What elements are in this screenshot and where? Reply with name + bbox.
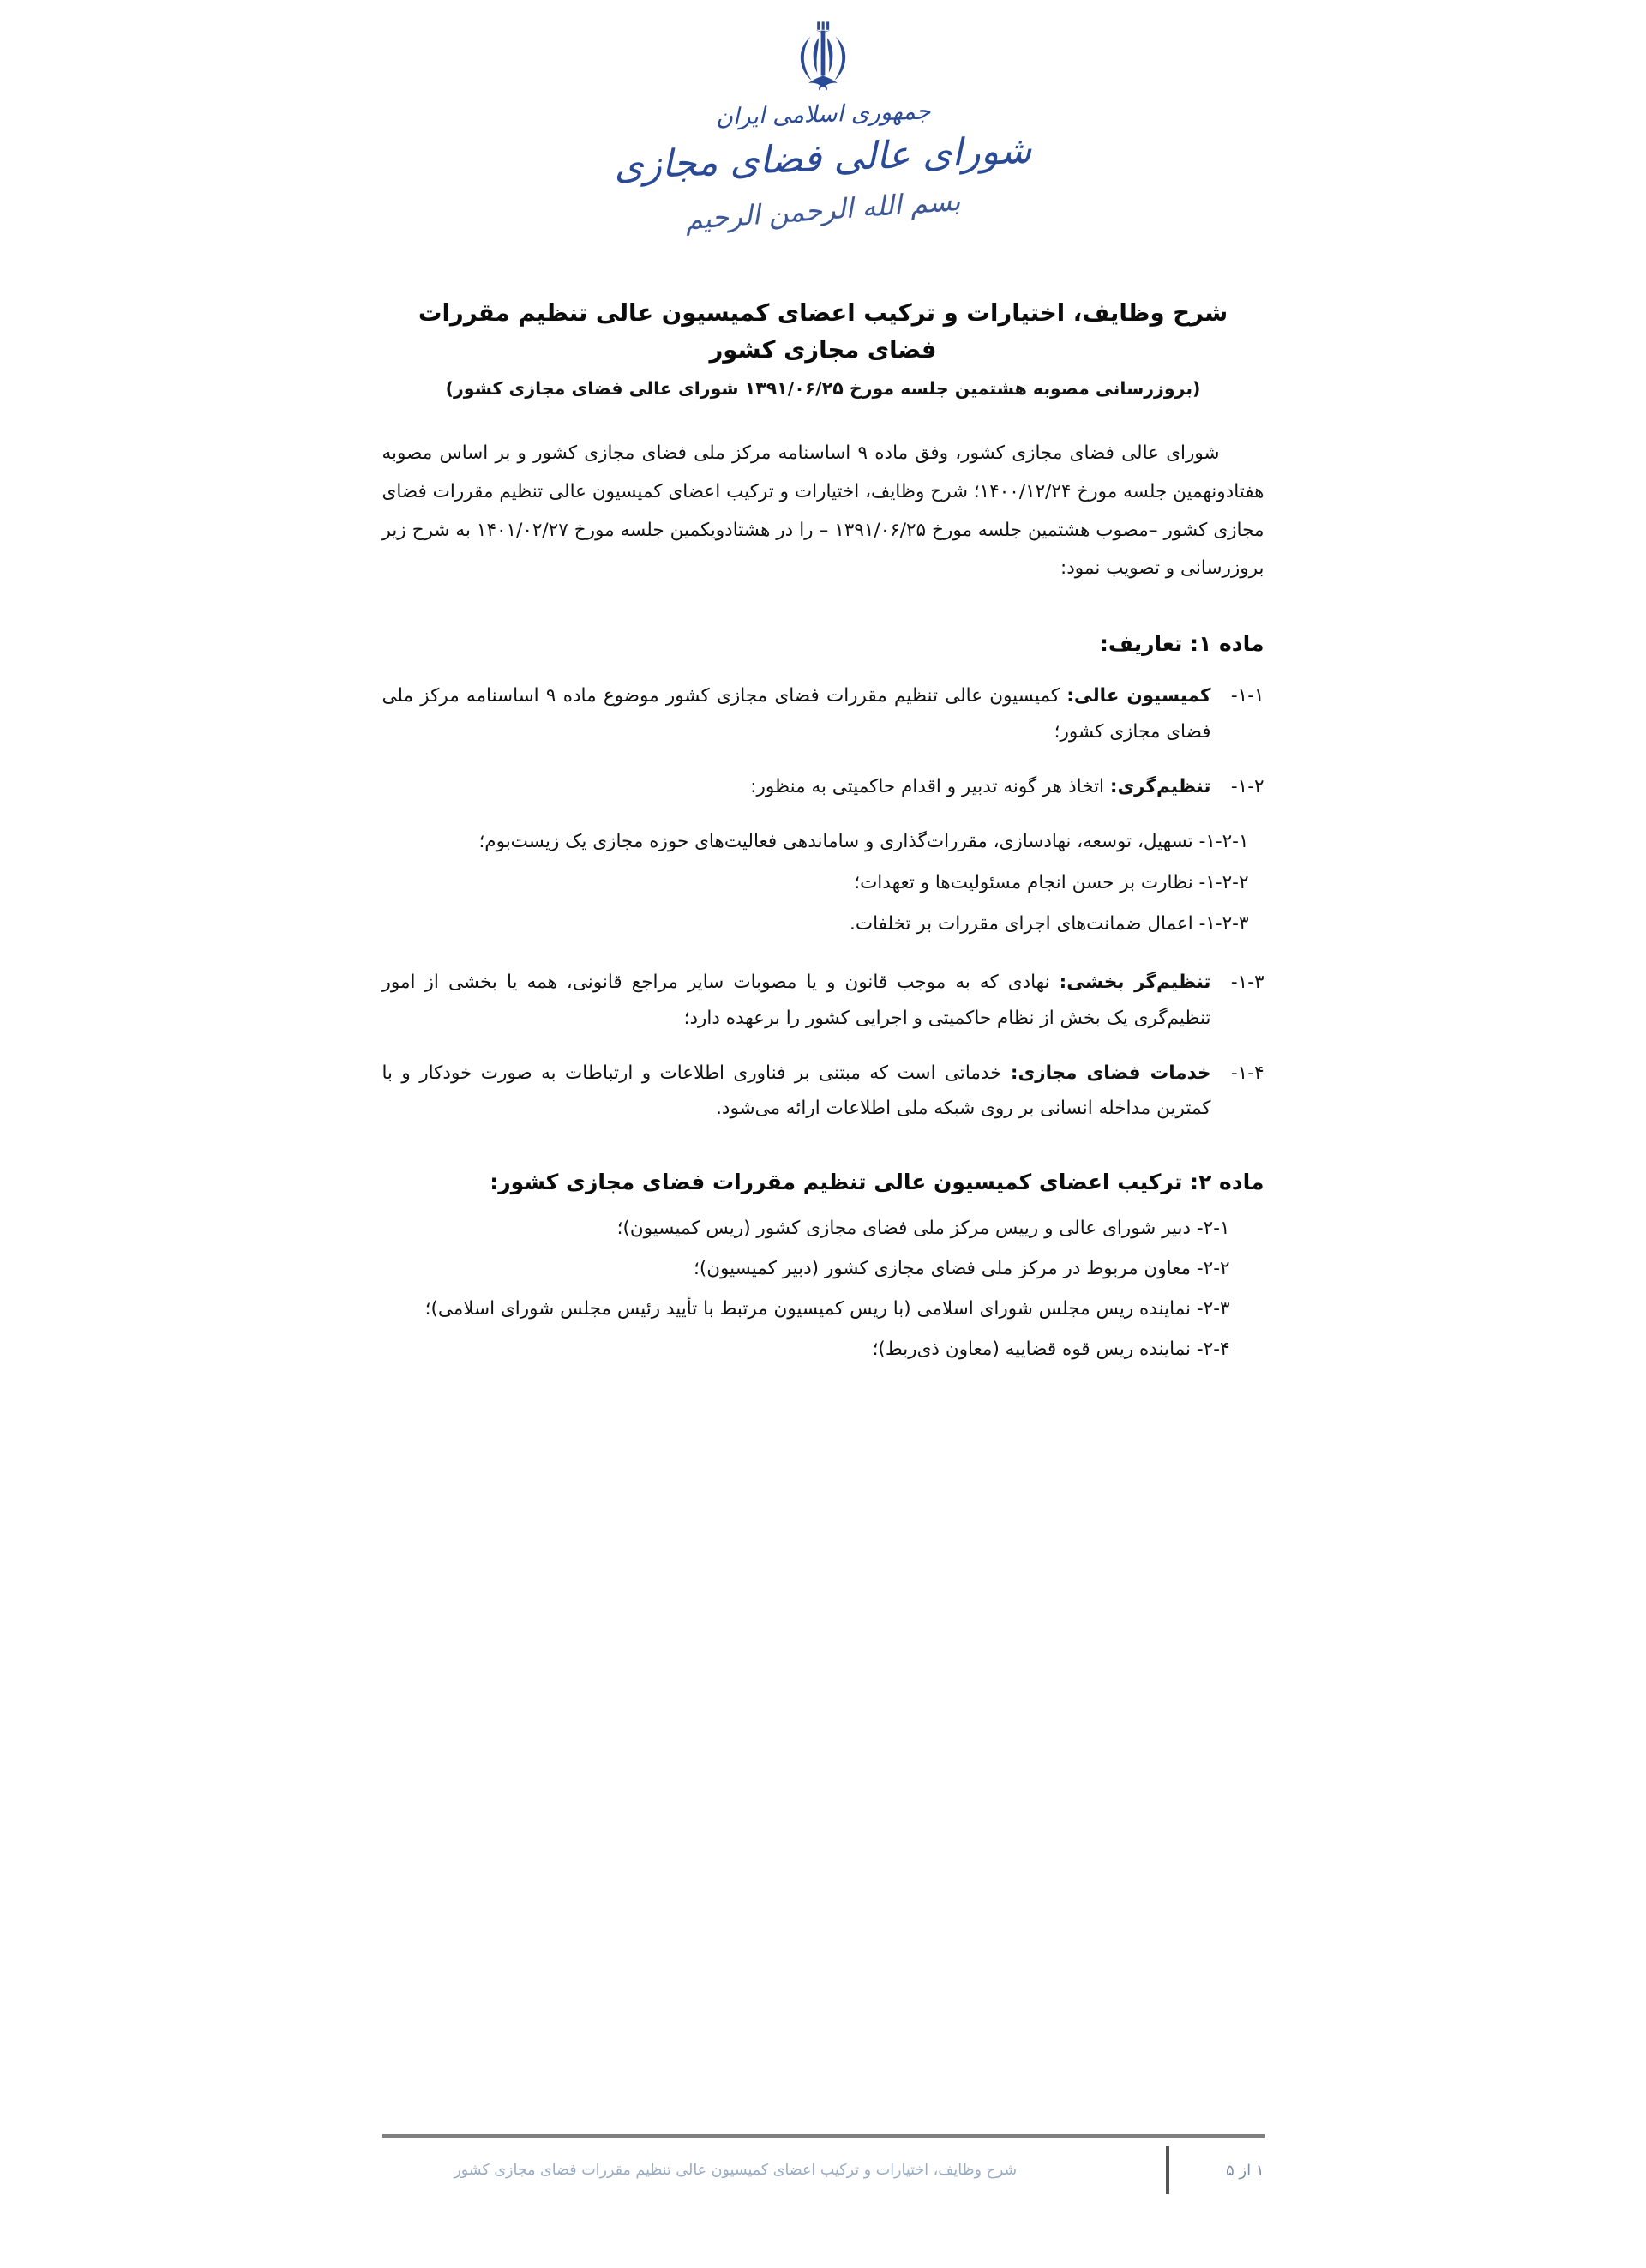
preamble-paragraph: شورای عالی فضای مجازی کشور، وفق ماده ۹ اساسنامه مرکز ملی فضای مجازی کشور و بر اساس مصوبه هفتادونهمین جلسه مورخ ۱۴۰۰/۱۲/۲۴؛ شرح وظایف، اختیارات و ترکیب اعضای کمیسیون عالی تنظیم مقررات فضای مجازی کشور –مصوب هشتمین جلسه مورخ ۱۳۹۱/۰۶/۲۵ – را در هشتادویکمین جلسه مورخ ۱۴۰۱/۰۲/۲۷ به شرح زیر بروزرسانی و تصویب نمود:	[381, 442, 1265, 580]
list-item	[382, 965, 1265, 1037]
item-number: ۱-۲-	[1230, 775, 1265, 797]
item-body	[382, 1056, 1211, 1128]
list-item	[382, 769, 1265, 805]
footer-title: شرح وظایف، اختیارات و ترکیب اعضای کمیسیون عالی تنظیم مقررات فضای مجازی کشور	[454, 2162, 1018, 2179]
iran-emblem-icon	[786, 19, 860, 98]
article-1-definition-list	[382, 678, 1265, 805]
article-1-heading: ماده ۱: تعاریف:	[1099, 631, 1265, 657]
item-number: ۱-۱-	[1230, 685, 1265, 707]
list-item: ۱-۲-۱- تسهیل، توسعه، نهادسازی، مقررات‌گذاری و ساماندهی فعالیت‌های حوزه مجازی یک زیست‌بوم؛	[478, 830, 1249, 852]
definition-text: خدماتی است که مبتنی بر فناوری اطلاعات و ارتباطات به صورت خودکار و با کمترین مداخله انسانی بر روی شبکه ملی اطلاعات ارائه می‌شود.	[381, 1062, 1211, 1120]
definition-term: تنظیم‌گر بخشی:	[1059, 971, 1211, 993]
item-body	[382, 678, 1211, 750]
bismillah-calligraphy: بسم الله الرحمن الرحیم	[684, 183, 962, 237]
definition-text: نهادی که به موجب قانون و یا مصوبات سایر مراجع قانونی، همه یا بخشی از امور تنظیم‌گری یک بخش از نظام حاکمیتی و اجرایی کشور را برعهده دارد؛	[381, 971, 1211, 1029]
list-item: ۲-۲- معاون مربوط در مرکز ملی فضای مجازی کشور (دبیر کمیسیون)؛	[693, 1258, 1230, 1280]
letterhead	[333, 0, 1314, 237]
organization-name: شورای عالی فضای مجازی	[613, 128, 1033, 189]
page-subtitle: (بروزرسانی مصوبه هشتمین جلسه مورخ ۱۳۹۱/۰۶/۲۵ شورای عالی فضای مجازی کشور)	[445, 378, 1201, 400]
list-item: ۱-۲-۳- اعمال ضمانت‌های اجرای مقررات بر تخلفات.	[850, 912, 1249, 935]
footer-content	[382, 2146, 1265, 2194]
organization-country: جمهوری اسلامی ایران	[715, 98, 931, 131]
article-1-sub-list	[382, 824, 1265, 942]
document-page	[333, 0, 1314, 2268]
list-item: ۲-۱- دبیر شورای عالی و رییس مرکز ملی فضای مجازی کشور (ریس کمیسیون)؛	[616, 1218, 1230, 1240]
item-number: ۱-۴-	[1230, 1062, 1265, 1084]
definition-term: کمیسیون عالی:	[1066, 685, 1211, 707]
definition-term: خدمات فضای مجازی:	[1010, 1062, 1211, 1084]
item-body	[382, 965, 1211, 1037]
footer-vertical-divider	[1166, 2146, 1169, 2194]
definition-text: اتخاذ هر گونه تدبیر و اقدام حاکمیتی به منظور:	[750, 775, 1110, 797]
page-number: ۱ از ۵	[1226, 2161, 1265, 2180]
item-number: ۱-۳-	[1230, 971, 1265, 993]
emblem-container	[333, 19, 1314, 98]
definition-text: کمیسیون عالی تنظیم مقررات فضای مجازی کشور موضوع ماده ۹ اساسنامه مرکز ملی فضای مجازی کشور؛	[381, 685, 1211, 743]
list-item	[382, 1056, 1265, 1128]
item-body	[382, 769, 1211, 805]
page-footer	[333, 2134, 1314, 2194]
preamble-block	[382, 435, 1265, 588]
article-2-member-list	[382, 1210, 1265, 1368]
list-item: ۱-۲-۲- نظارت بر حسن انجام مسئولیت‌ها و تعهدات؛	[854, 871, 1249, 893]
footer-divider-rule	[382, 2134, 1265, 2138]
list-item: ۲-۴- نماینده ریس قوه قضاییه (معاون ذی‌ربط)؛	[872, 1339, 1230, 1361]
page-title: شرح وظایف، اختیارات و ترکیب اعضای کمیسیون عالی تنظیم مقررات فضای مجازی کشور	[418, 299, 1228, 364]
article-1-definition-list-2	[382, 965, 1265, 1128]
page-number-group	[1157, 2146, 1264, 2194]
article-2-heading: ماده ۲: ترکیب اعضای کمیسیون عالی تنظیم مقررات فضای مجازی کشور:	[490, 1170, 1265, 1195]
definition-term: تنظیم‌گری:	[1109, 775, 1211, 797]
list-item: ۲-۳- نماینده ریس مجلس شورای اسلامی (با ریس کمیسیون مرتبط با تأیید رئیس مجلس شورای اسلامی)؛	[424, 1298, 1230, 1320]
list-item	[382, 678, 1265, 750]
